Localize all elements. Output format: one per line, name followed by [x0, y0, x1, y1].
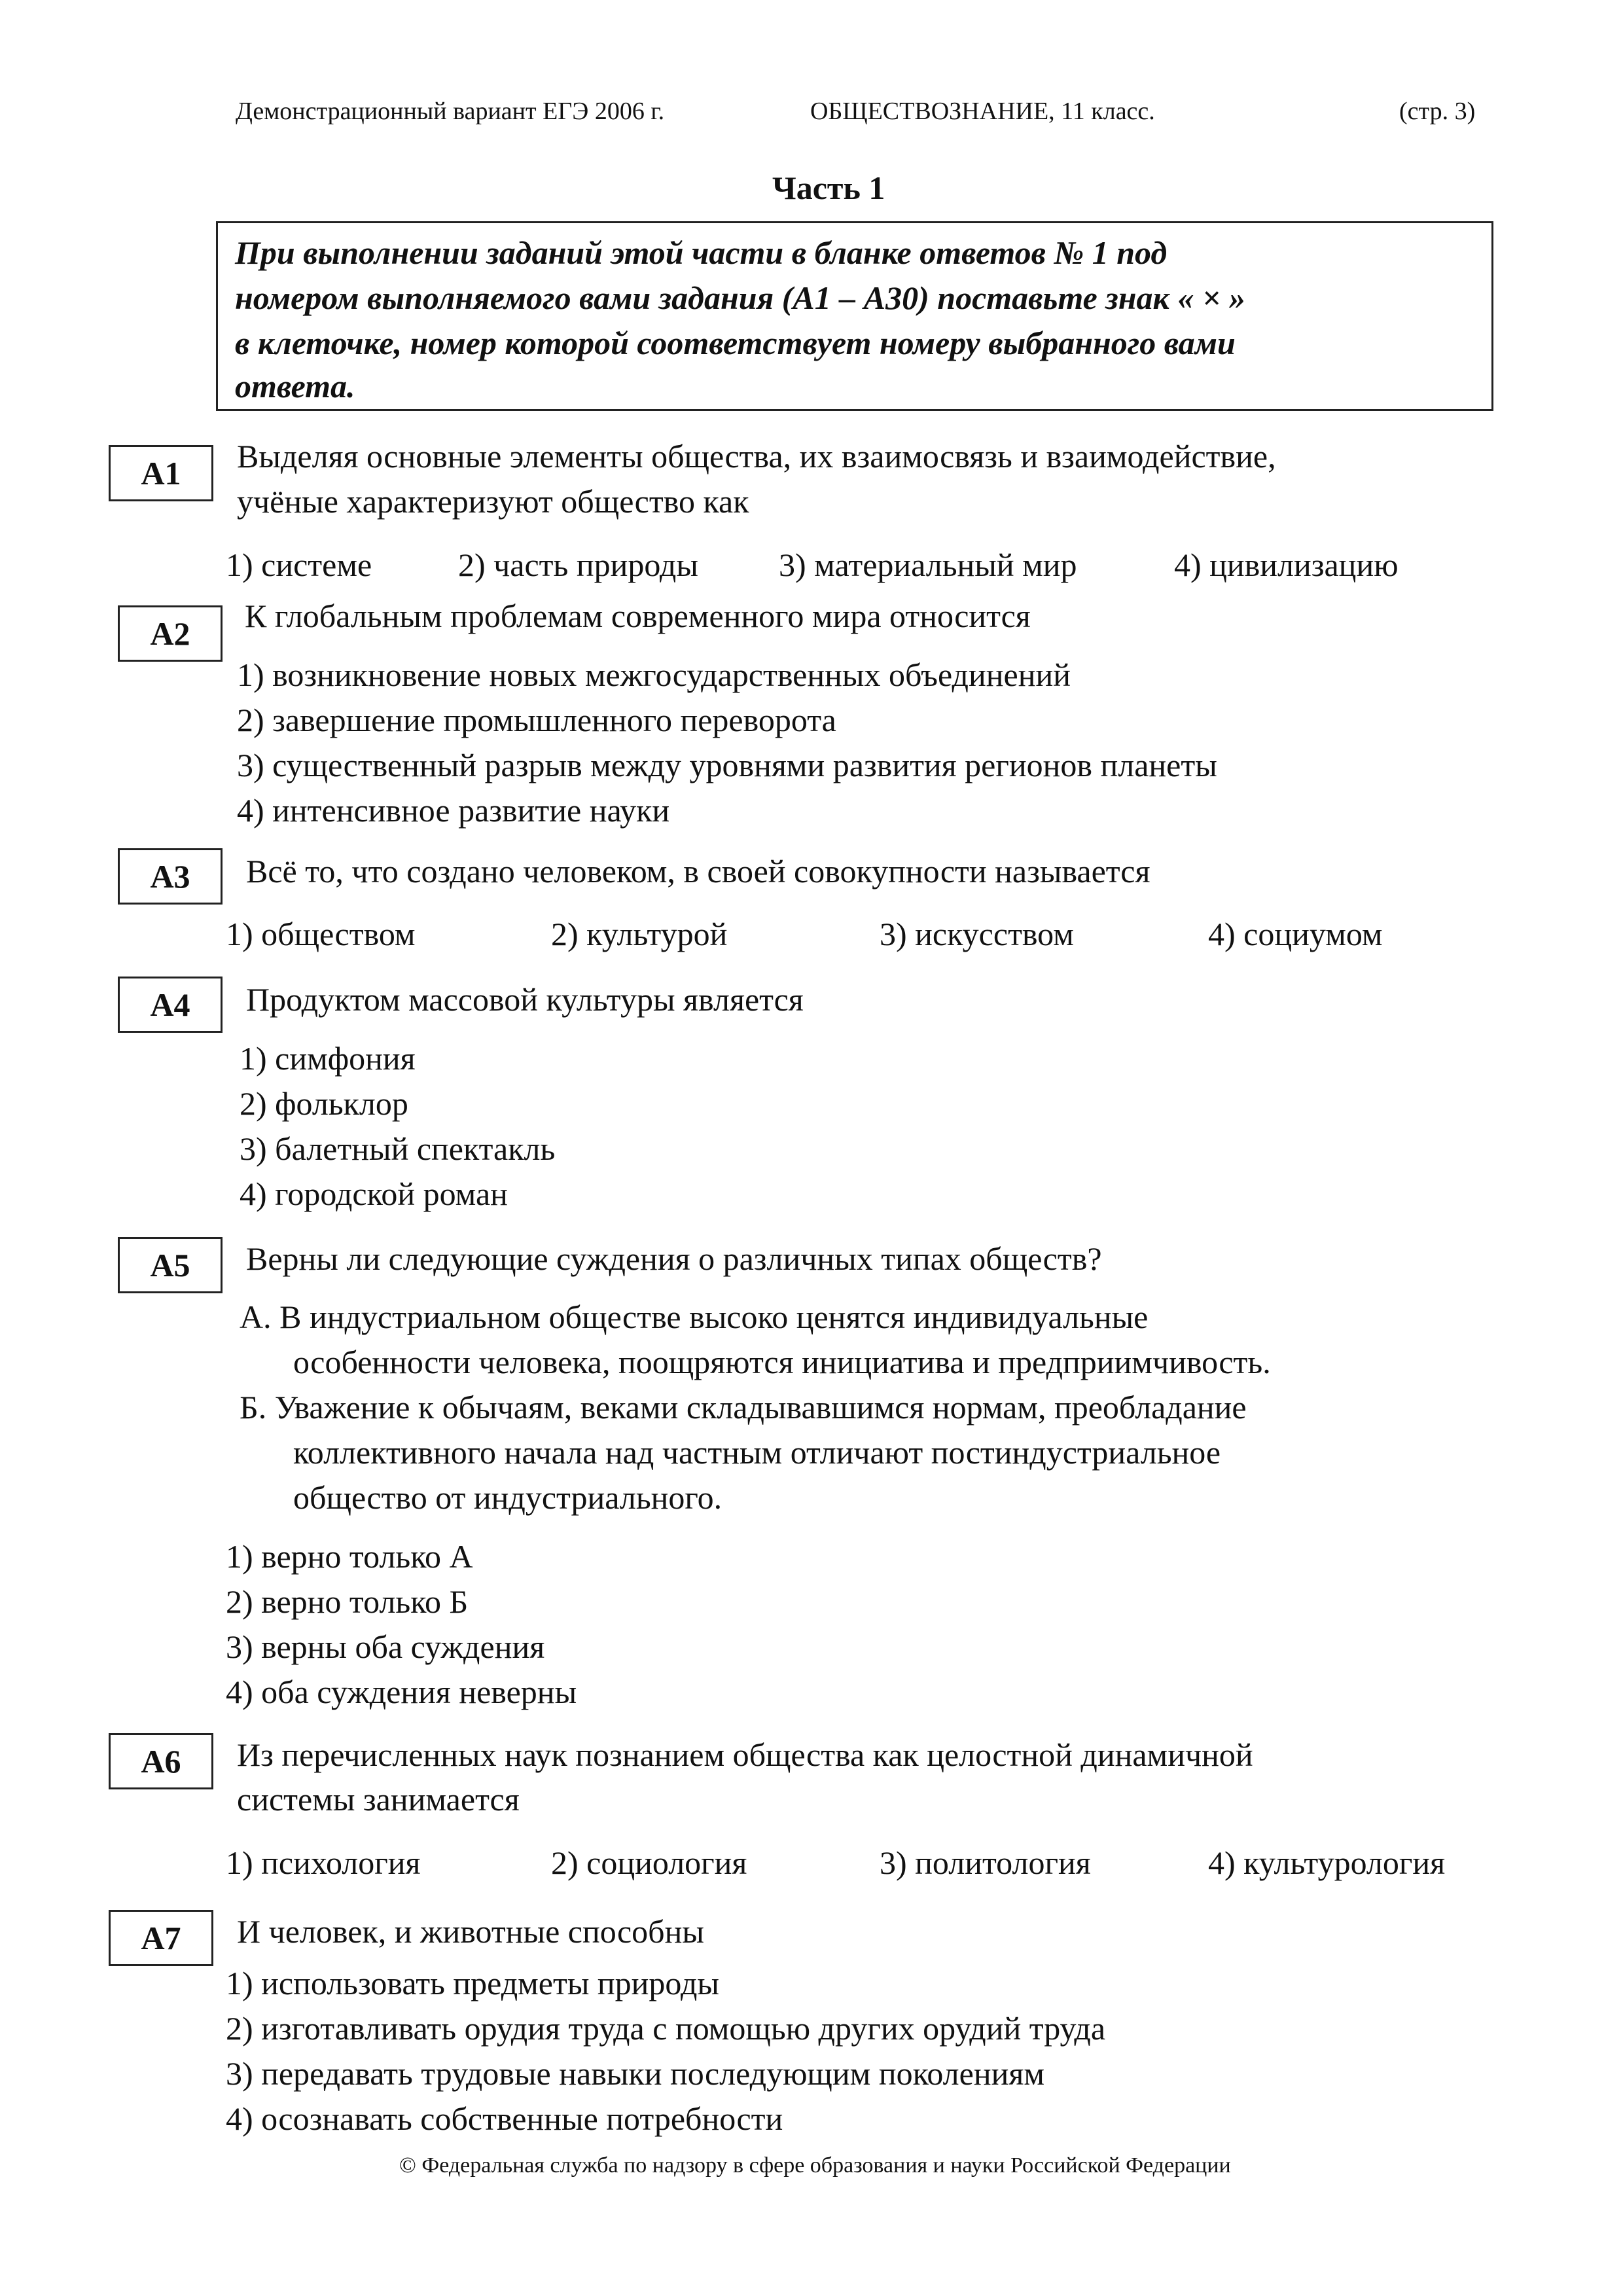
a1-option-2: 2) часть природы	[458, 547, 698, 583]
a7-option-1: 1) использовать предметы природы	[226, 1965, 720, 2001]
a5-statement-a-cont: особенности человека, поощряются инициатива и предприимчивость.	[293, 1344, 1271, 1380]
question-a3-text: Всё то, что создано человеком, в своей совокупности называется	[246, 853, 1150, 889]
question-number-a1: А1	[109, 445, 213, 501]
a6-option-3: 3) политология	[880, 1844, 1091, 1881]
a1-option-3: 3) материальный мир	[779, 547, 1077, 583]
question-a5-text: Верны ли следующие суждения о различных типах обществ?	[246, 1240, 1102, 1277]
a5-option-3: 3) верны оба суждения	[226, 1628, 545, 1665]
header-left: Демонстрационный вариант ЕГЭ 2006 г.	[236, 98, 665, 125]
a4-option-2: 2) фольклор	[240, 1085, 408, 1122]
a2-option-1: 1) возникновение новых межгосударственных объединений	[237, 656, 1071, 693]
question-a2-text: К глобальным проблемам современного мира относится	[245, 598, 1031, 634]
instruction-line: номером выполняемого вами задания (А1 – А30) поставьте знак « × »	[235, 279, 1245, 316]
header-page-number: (стр. 3)	[1399, 98, 1476, 125]
question-number-a7: А7	[109, 1910, 213, 1966]
a6-option-2: 2) социология	[551, 1844, 747, 1881]
instruction-line: в клеточке, номер которой соответствует номеру выбранного вами	[235, 325, 1236, 361]
a3-option-4: 4) социумом	[1208, 916, 1383, 952]
a1-option-4: 4) цивилизацию	[1174, 547, 1399, 583]
question-a6-text: системы занимается	[237, 1781, 520, 1818]
a5-statement-b: Б. Уважение к обычаям, веками складывавшимся нормам, преобладание	[240, 1389, 1247, 1426]
question-a6-text: Из перечисленных наук познанием общества как целостной динамичной	[237, 1736, 1253, 1773]
a4-option-3: 3) балетный спектакль	[240, 1130, 556, 1167]
footer-copyright: © Федеральная служба по надзору в сфере образования и науки Российской Федерации	[399, 2153, 1231, 2178]
a5-statement-b-cont: общество от индустриального.	[293, 1479, 722, 1516]
question-a1-text: учёные характеризуют общество как	[237, 483, 749, 520]
a3-option-1: 1) обществом	[226, 916, 416, 952]
a5-option-4: 4) оба суждения неверны	[226, 1674, 577, 1710]
question-a1-text: Выделяя основные элементы общества, их взаимосвязь и взаимодействие,	[237, 438, 1276, 475]
a2-option-3: 3) существенный разрыв между уровнями развития регионов планеты	[237, 747, 1217, 783]
a5-option-2: 2) верно только Б	[226, 1583, 469, 1620]
instruction-line: ответа.	[235, 368, 355, 404]
question-number-a2: А2	[118, 605, 223, 662]
a7-option-2: 2) изготавливать орудия труда с помощью других орудий труда	[226, 2010, 1106, 2047]
a1-option-1: 1) системе	[226, 547, 372, 583]
question-number-a4: А4	[118, 977, 223, 1033]
question-a4-text: Продуктом массовой культуры является	[246, 981, 804, 1018]
question-number-a3: А3	[118, 848, 223, 905]
a2-option-4: 4) интенсивное развитие науки	[237, 792, 670, 829]
part-title: Часть 1	[772, 170, 885, 206]
instruction-line: При выполнении заданий этой части в бланке ответов № 1 под	[235, 234, 1168, 271]
a4-option-4: 4) городской роман	[240, 1175, 508, 1212]
question-a7-text: И человек, и животные способны	[237, 1913, 704, 1950]
a4-option-1: 1) симфония	[240, 1040, 416, 1077]
a7-option-3: 3) передавать трудовые навыки последующим поколениям	[226, 2055, 1044, 2092]
a5-option-1: 1) верно только А	[226, 1538, 473, 1575]
header-center: ОБЩЕСТВОЗНАНИЕ, 11 класс.	[810, 98, 1155, 125]
a7-option-4: 4) осознавать собственные потребности	[226, 2100, 783, 2137]
a3-option-2: 2) культурой	[551, 916, 728, 952]
a2-option-2: 2) завершение промышленного переворота	[237, 702, 836, 738]
question-number-a5: А5	[118, 1237, 223, 1293]
a5-statement-a: А. В индустриальном обществе высоко ценятся индивидуальные	[240, 1299, 1149, 1335]
a5-statement-b-cont: коллективного начала над частным отличают постиндустриальное	[293, 1434, 1221, 1471]
a3-option-3: 3) искусством	[880, 916, 1074, 952]
a6-option-1: 1) психология	[226, 1844, 421, 1881]
question-number-a6: А6	[109, 1733, 213, 1789]
a6-option-4: 4) культурология	[1208, 1844, 1446, 1881]
instructions-box	[216, 221, 1493, 411]
